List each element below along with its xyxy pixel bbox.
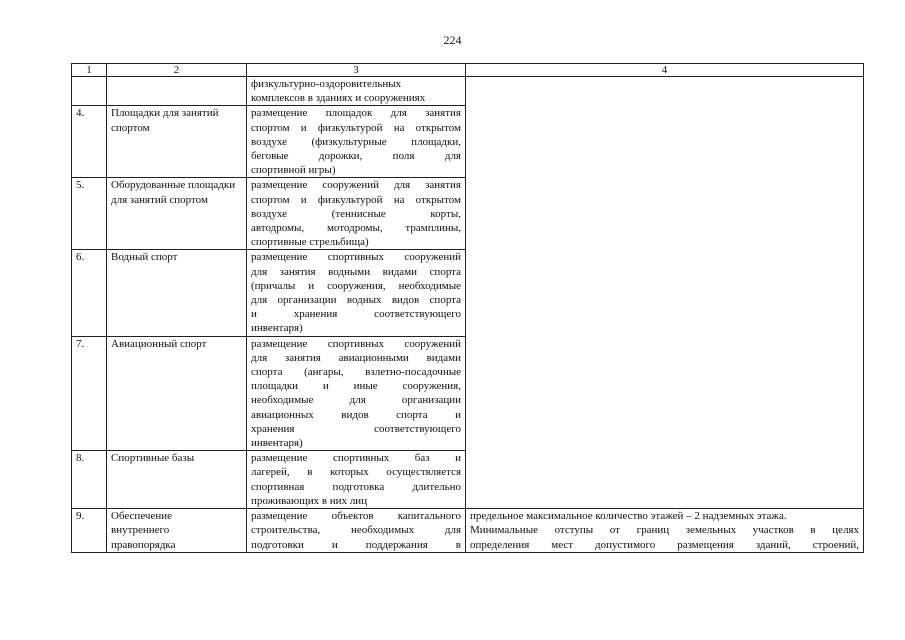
params-line: Минимальные отступы от границ земельных участков в целях xyxy=(470,524,859,537)
desc-line: спорта (ангары, взлетно-посадочные xyxy=(251,366,461,379)
row-description xyxy=(247,250,466,336)
desc-line: и хранения соответствующего xyxy=(251,308,461,321)
desc-line: спортивной игры) xyxy=(251,164,336,177)
name-line: Обеспечение xyxy=(111,510,172,523)
desc-line: для занятия авиационными видами xyxy=(251,351,461,364)
row-number: 4. xyxy=(72,106,107,178)
row-description xyxy=(247,336,466,451)
header-col-2: 2 xyxy=(107,64,247,77)
desc-line: комплексов в зданиях и сооружениях xyxy=(251,92,426,105)
desc-line: инвентаря) xyxy=(251,437,303,450)
row-number: 7. xyxy=(72,336,107,451)
desc-line: лагерей, в которых осуществляется xyxy=(251,466,461,479)
desc-line: хранения соответствующего xyxy=(251,422,461,435)
desc-line: спортивная подготовка длительно xyxy=(251,480,461,493)
desc-line: необходимые для организации xyxy=(251,394,461,407)
row-name: Спортивные базы xyxy=(107,451,247,509)
row-name xyxy=(107,509,247,553)
desc-line: спортивные стрельбища) xyxy=(251,236,369,249)
row-number: 9. xyxy=(72,509,107,553)
desc-line: размещение сооружений для занятия xyxy=(251,179,461,192)
desc-line: (причалы и сооружения, необходимые xyxy=(251,279,461,292)
desc-line: строительства, необходимых для xyxy=(251,524,461,537)
params-line: предельное максимальное количество этажей – 2 надземных этажа. xyxy=(470,510,787,523)
desc-line: для организации водных видов спорта xyxy=(251,294,461,307)
row-description xyxy=(247,77,466,106)
row-name: Оборудованные площадки для занятий спортом xyxy=(107,178,247,250)
desc-line: проживающих в них лиц xyxy=(251,494,368,507)
row-name: Авиационный спорт xyxy=(107,336,247,451)
desc-line: автодромы, мотодромы, трамплины, xyxy=(251,222,461,235)
desc-line: воздухе (теннисные корты, xyxy=(251,207,461,220)
row-name: Водный спорт xyxy=(107,250,247,336)
row-number: 8. xyxy=(72,451,107,509)
header-col-1: 1 xyxy=(72,64,107,77)
table-row xyxy=(72,509,864,553)
row-number xyxy=(72,77,107,106)
desc-line: размещение объектов капитального xyxy=(251,510,461,523)
desc-line: размещение спортивных сооружений xyxy=(251,251,461,264)
header-col-3: 3 xyxy=(247,64,466,77)
row-description xyxy=(247,451,466,509)
row-name xyxy=(107,77,247,106)
desc-line: авиационных видов спорта и xyxy=(251,408,461,421)
row-description xyxy=(247,178,466,250)
table-row xyxy=(72,77,864,106)
row-number: 5. xyxy=(72,178,107,250)
desc-line: размещение спортивных баз и xyxy=(251,452,461,465)
desc-line: размещение спортивных сооружений xyxy=(251,337,461,350)
desc-line: спортом и физкультурой на открытом xyxy=(251,193,461,206)
name-line: правопорядка xyxy=(111,538,176,551)
header-col-4: 4 xyxy=(466,64,864,77)
desc-line: площадки и иные сооружения, xyxy=(251,380,461,393)
row-params-merged xyxy=(466,77,864,509)
row-number: 6. xyxy=(72,250,107,336)
row-description xyxy=(247,509,466,553)
params-line: определения мест допустимого размещения зданий, строений, xyxy=(470,538,859,551)
page-number: 224 xyxy=(443,33,462,47)
desc-line: подготовки и поддержания в xyxy=(251,538,461,551)
desc-line: спортом и физкультурой на открытом xyxy=(251,121,461,134)
desc-line: для занятия водными видами спорта xyxy=(251,265,461,278)
desc-line: физкультурно-оздоровительных xyxy=(251,78,402,90)
table-header-row xyxy=(72,64,864,77)
row-description xyxy=(247,106,466,178)
row-name: Площадки для занятий спортом xyxy=(107,106,247,178)
desc-line: беговые дорожки, поля для xyxy=(251,150,461,163)
regulations-table xyxy=(71,63,864,553)
desc-line: размещение площадок для занятия xyxy=(251,107,461,120)
name-line: внутреннего xyxy=(111,524,170,537)
desc-line: инвентаря) xyxy=(251,322,303,335)
desc-line: воздухе (физкультурные площадки, xyxy=(251,135,461,148)
row-params xyxy=(466,509,864,553)
